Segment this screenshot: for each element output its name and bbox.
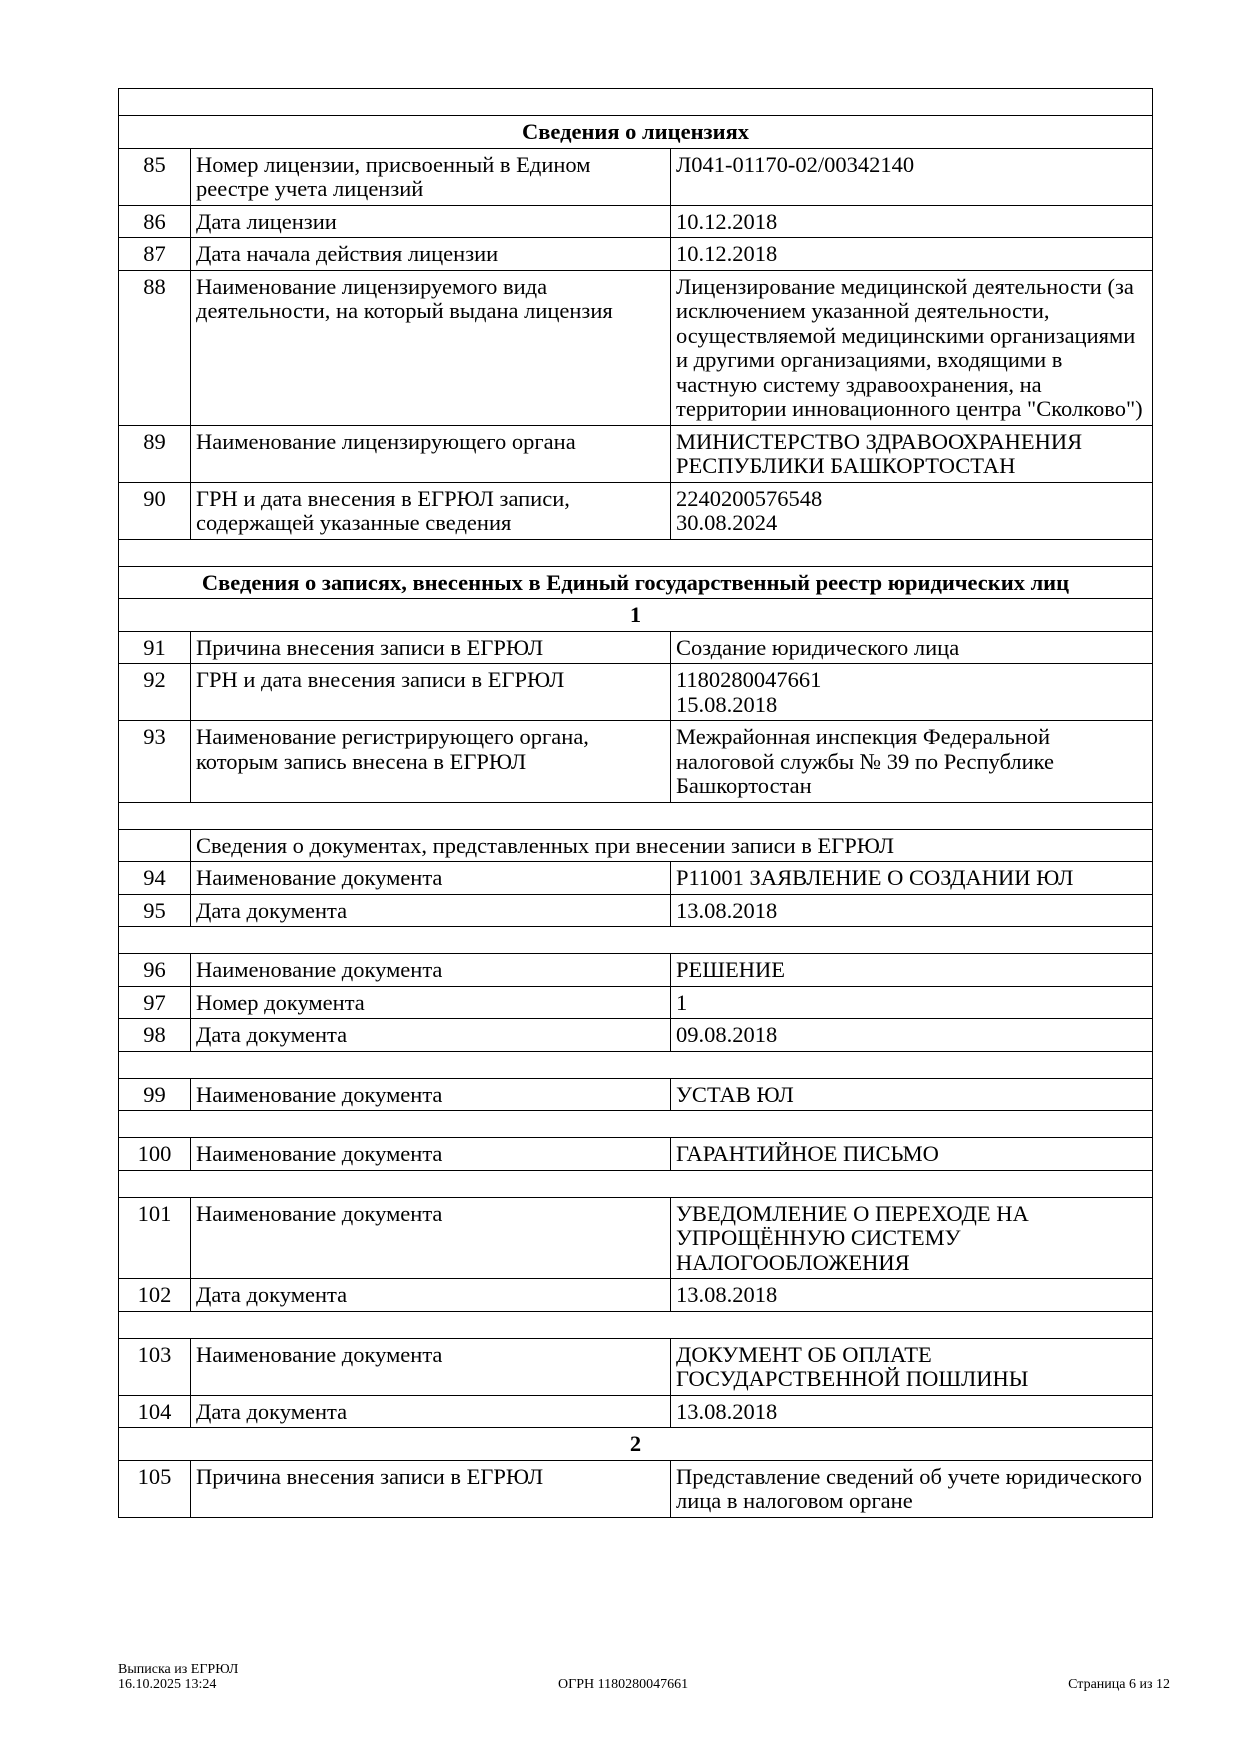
table-row [119, 862, 1153, 895]
field-label: ГРН и дата внесения в ЕГРЮЛ записи, содержащей указанные сведения [191, 482, 671, 539]
row-number: 100 [119, 1138, 191, 1171]
field-value: 1180280047661 15.08.2018 [671, 664, 1153, 721]
field-label: Наименование регистрирующего органа, которым запись внесена в ЕГРЮЛ [191, 721, 671, 803]
row-number: 91 [119, 631, 191, 664]
section-header-row [119, 599, 1153, 632]
footer-page-number: Страница 6 из 12 [1068, 1677, 1170, 1692]
field-value: 10.12.2018 [671, 205, 1153, 238]
table-row [119, 631, 1153, 664]
blank-row [119, 1311, 1153, 1338]
field-label: Причина внесения записи в ЕГРЮЛ [191, 1460, 671, 1517]
field-value: РЕШЕНИЕ [671, 954, 1153, 987]
field-value: 13.08.2018 [671, 894, 1153, 927]
section-header-row [119, 566, 1153, 599]
table-row [119, 894, 1153, 927]
blank-row [119, 927, 1153, 954]
table-row [119, 1019, 1153, 1052]
field-label: ГРН и дата внесения записи в ЕГРЮЛ [191, 664, 671, 721]
field-label: Наименование документа [191, 1197, 671, 1279]
row-number: 87 [119, 238, 191, 271]
field-label: Номер лицензии, присвоенный в Едином реестре учета лицензий [191, 148, 671, 205]
field-label: Наименование документа [191, 862, 671, 895]
section-header-row [119, 1428, 1153, 1461]
table-row [119, 986, 1153, 1019]
field-value: Создание юридического лица [671, 631, 1153, 664]
table-row [119, 1279, 1153, 1312]
blank-row [119, 802, 1153, 829]
blank-cell [119, 1111, 1153, 1138]
row-number: 92 [119, 664, 191, 721]
table-row [119, 1338, 1153, 1395]
blank-cell [119, 1051, 1153, 1078]
field-label: Наименование лицензирующего органа [191, 425, 671, 482]
row-number: 97 [119, 986, 191, 1019]
blank-row [119, 1170, 1153, 1197]
row-number: 104 [119, 1395, 191, 1428]
subsection-note: Сведения о документах, представленных при внесении записи в ЕГРЮЛ [191, 829, 1153, 862]
field-value: УСТАВ ЮЛ [671, 1078, 1153, 1111]
field-value: МИНИСТЕРСТВО ЗДРАВООХРАНЕНИЯ РЕСПУБЛИКИ БАШКОРТОСТАН [671, 425, 1153, 482]
egrul-extract-table-container [118, 88, 1152, 1518]
table-row [119, 1138, 1153, 1171]
table-row [119, 1078, 1153, 1111]
field-value: Представление сведений об учете юридического лица в налоговом органе [671, 1460, 1153, 1517]
field-value: Р11001 ЗАЯВЛЕНИЕ О СОЗДАНИИ ЮЛ [671, 862, 1153, 895]
field-value: Лицензирование медицинской деятельности (за исключением указанной деятельности, осуществляемой медицинскими организациями и другими организациями, входящими в частную систему здравоохранения, на территории инновационного центра "Сколково") [671, 270, 1153, 425]
field-value: ДОКУМЕНТ ОБ ОПЛАТЕ ГОСУДАРСТВЕННОЙ ПОШЛИНЫ [671, 1338, 1153, 1395]
field-value: 13.08.2018 [671, 1395, 1153, 1428]
field-label: Наименование документа [191, 954, 671, 987]
table-row [119, 664, 1153, 721]
footer-doc-title: Выписка из ЕГРЮЛ [118, 1662, 239, 1677]
section-header: Сведения о лицензиях [119, 116, 1153, 149]
table-row [119, 238, 1153, 271]
blank-row [119, 89, 1153, 116]
field-label: Дата документа [191, 894, 671, 927]
row-number: 101 [119, 1197, 191, 1279]
field-value: Л041-01170-02/00342140 [671, 148, 1153, 205]
field-label: Дата документа [191, 1395, 671, 1428]
blank-cell [119, 539, 1153, 566]
row-number: 93 [119, 721, 191, 803]
section-header: 2 [119, 1428, 1153, 1461]
field-label: Дата лицензии [191, 205, 671, 238]
field-label: Наименование документа [191, 1338, 671, 1395]
section-header: Сведения о записях, внесенных в Единый государственный реестр юридических лиц [119, 566, 1153, 599]
table-row [119, 425, 1153, 482]
row-number: 89 [119, 425, 191, 482]
table-row [119, 1460, 1153, 1517]
field-value: УВЕДОМЛЕНИЕ О ПЕРЕХОДЕ НА УПРОЩЁННУЮ СИСТЕМУ НАЛОГООБЛОЖЕНИЯ [671, 1197, 1153, 1279]
row-number: 99 [119, 1078, 191, 1111]
field-value: Межрайонная инспекция Федеральной налоговой службы № 39 по Республике Башкортостан [671, 721, 1153, 803]
table-row [119, 205, 1153, 238]
row-number: 102 [119, 1279, 191, 1312]
footer-ogrn: ОГРН 1180280047661 [558, 1677, 689, 1692]
blank-cell [119, 927, 1153, 954]
row-number: 96 [119, 954, 191, 987]
field-label: Причина внесения записи в ЕГРЮЛ [191, 631, 671, 664]
field-value: 13.08.2018 [671, 1279, 1153, 1312]
section-header: 1 [119, 599, 1153, 632]
egrul-extract-table [118, 88, 1153, 1518]
table-row [119, 1197, 1153, 1279]
row-number: 95 [119, 894, 191, 927]
table-row [119, 148, 1153, 205]
table-row [119, 482, 1153, 539]
footer-left [118, 1662, 238, 1692]
field-label: Дата документа [191, 1019, 671, 1052]
table-row [119, 954, 1153, 987]
footer-datetime: 16.10.2025 13:24 [118, 1677, 217, 1692]
field-label: Дата документа [191, 1279, 671, 1312]
blank-row [119, 1111, 1153, 1138]
row-number: 94 [119, 862, 191, 895]
field-label: Номер документа [191, 986, 671, 1019]
row-number: 103 [119, 1338, 191, 1395]
row-number: 105 [119, 1460, 191, 1517]
field-value: 1 [671, 986, 1153, 1019]
row-number: 88 [119, 270, 191, 425]
blank-cell [119, 1170, 1153, 1197]
subsection-note-row [119, 829, 1153, 862]
field-value: 2240200576548 30.08.2024 [671, 482, 1153, 539]
section-header-row [119, 116, 1153, 149]
table-row [119, 1395, 1153, 1428]
empty-number-cell [119, 829, 191, 862]
table-row [119, 270, 1153, 425]
field-label: Дата начала действия лицензии [191, 238, 671, 271]
field-value: 10.12.2018 [671, 238, 1153, 271]
blank-row [119, 1051, 1153, 1078]
row-number: 98 [119, 1019, 191, 1052]
field-label: Наименование документа [191, 1138, 671, 1171]
row-number: 85 [119, 148, 191, 205]
blank-row [119, 539, 1153, 566]
blank-cell [119, 89, 1153, 116]
field-label: Наименование лицензируемого вида деятельности, на который выдана лицензия [191, 270, 671, 425]
field-value: ГАРАНТИЙНОЕ ПИСЬМО [671, 1138, 1153, 1171]
blank-cell [119, 1311, 1153, 1338]
field-label: Наименование документа [191, 1078, 671, 1111]
table-row [119, 721, 1153, 803]
row-number: 90 [119, 482, 191, 539]
blank-cell [119, 802, 1153, 829]
row-number: 86 [119, 205, 191, 238]
field-value: 09.08.2018 [671, 1019, 1153, 1052]
